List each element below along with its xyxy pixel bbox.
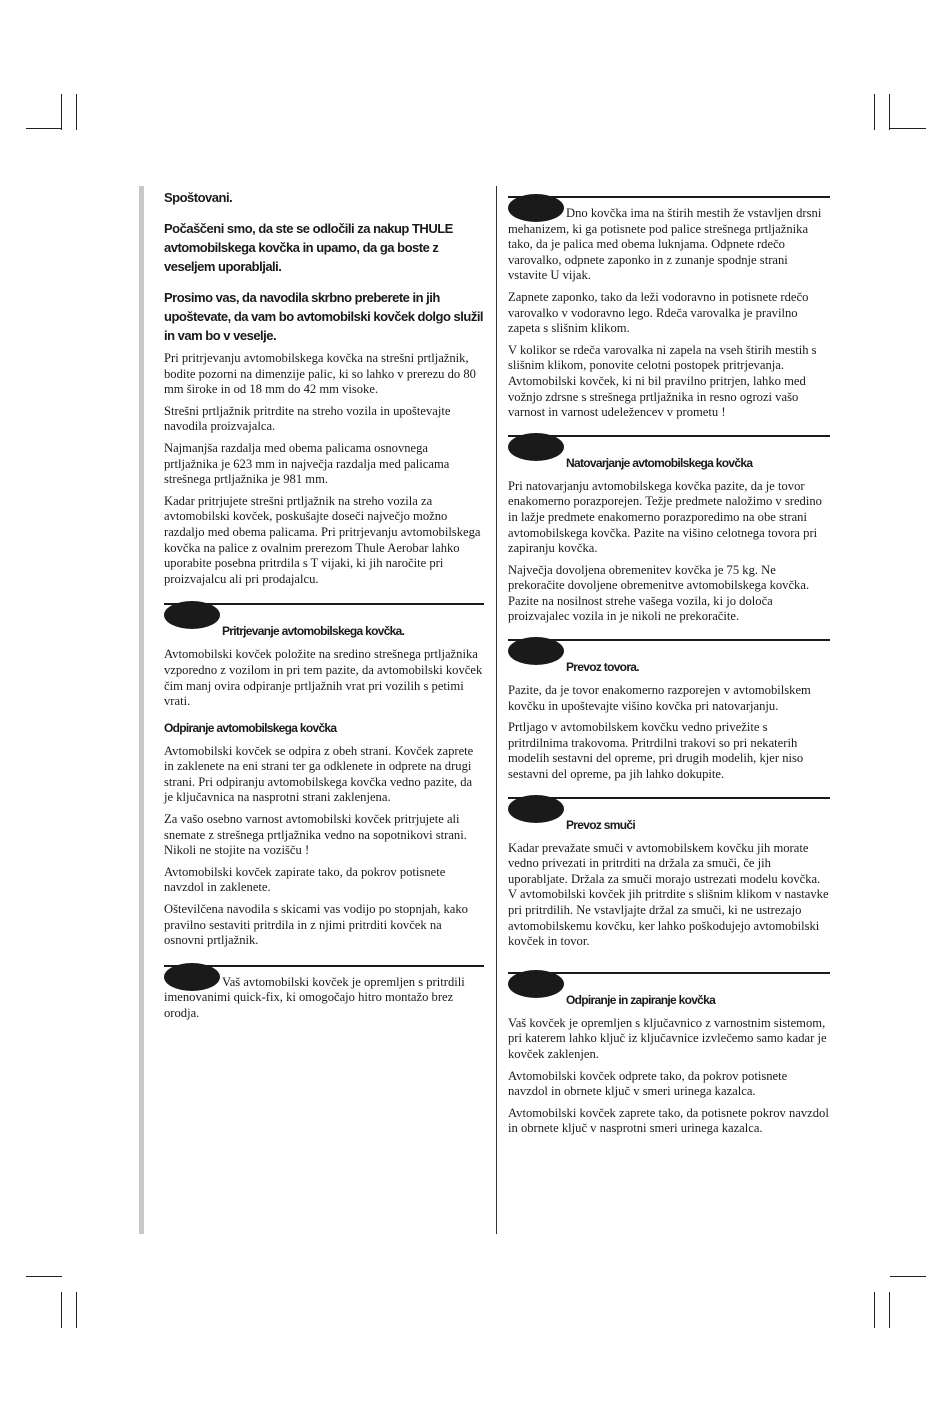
- section-lock: [508, 972, 830, 1137]
- crop-mark: [76, 1292, 77, 1328]
- section-bottom-mechanism: [508, 196, 830, 421]
- paragraph: Avtomobilski kovček odprete tako, da pokrov potisnete navzdol in obrnete ključ v smeri urinega kazalca.: [508, 1068, 788, 1099]
- section-title: Prevoz smuči: [566, 817, 635, 832]
- crop-mark: [889, 94, 890, 130]
- paragraph: Avtomobilski kovček položite na sredino strešnega prtljažnika vzporedno z vozilom in pri tem pazite, da avtomobilski kovček čim manj ovira odpiranje prtljažnih vrat pri vozilih s petimi vrati.: [164, 647, 483, 709]
- crop-mark: [26, 1276, 62, 1277]
- crop-mark: [26, 128, 62, 129]
- section-number-badge: [508, 970, 564, 998]
- paragraph: Za vašo osebno varnost avtomobilski kovček pritrjujete ali snemate z strešnega prtljažnika vedno na sopotnikovi strani. Nikoli ne stojite na vozišču !: [164, 812, 467, 858]
- right-column: [508, 196, 830, 1143]
- crop-mark: [889, 1292, 890, 1328]
- left-column: [164, 188, 484, 1028]
- crop-mark: [874, 94, 875, 130]
- section-title: Natovarjanje avtomobilskega kovčka: [566, 455, 753, 470]
- paragraph: Avtomobilski kovček se odpira z obeh strani. Kovček zaprete in zaklenete na eni strani ter ga odklenete in odprete na drugi strani. Pri odpiranju avtomobilskega kovčka vedno pazite, da je ključavnica na nasprotni strani zaklenjena.: [164, 743, 474, 805]
- paragraph: Avtomobilski kovček zapirate tako, da pokrov potisnete navzdol in zaklenete.: [164, 864, 446, 895]
- section-number-badge: [508, 433, 564, 461]
- greeting: Spoštovani.: [164, 190, 233, 205]
- paragraph: Kadar prevažate smuči v avtomobilskem kovčku jih morate vedno privezati in pritrditi na držala za smuči, če jih uporabljate. Držala za smuči morajo ustrezati modelu kovčka. V avtomobilski kovček jih pritrdite s slišnim klikom v nastavke pri pritrdilih. Ne vstavljajte držal za smuči, ki ne ustrezajo avtomobilskemu kovčku, ker lahko poškodujejo avtomobilski kovček in tovor.: [508, 840, 829, 949]
- section-number-badge: [508, 194, 564, 222]
- crop-mark: [76, 94, 77, 130]
- crop-mark: [61, 1292, 62, 1328]
- section-number-badge: [508, 795, 564, 823]
- paragraph: Vaš avtomobilski kovček je opremljen s pritrdili imenovanimi quick-fix, ki omogočajo hitro montažo brez orodja.: [164, 974, 465, 1020]
- intro-heading-2: Prosimo vas, da navodila skrbno preberete in jih upoštevate, da vam bo avtomobilski kovček dolgo služil in vam bo v veselje.: [164, 290, 484, 343]
- left-gutter-bar: [139, 186, 144, 1234]
- section-title: Odpiranje in zapiranje kovčka: [566, 992, 716, 1007]
- paragraph: Dno kovčka ima na štirih mestih že vstavljen drsni mehanizem, ki ga potisnete pod palice strešnega prtljažnika tako, da je palica med obema luknjama. Odpnete rdečo varovalko, odpnete zaponko in z zunanje spodnje strani vstavite U vijak.: [508, 206, 822, 283]
- section-quickfix: [164, 965, 484, 1022]
- section-number-badge: [164, 601, 220, 629]
- paragraph: Vaš kovček je opremljen s ključavnico z varnostnim sistemom, pri katerem lahko ključ iz ključavnice izvlečemo samo kadar je kovček zaklenjen.: [508, 1015, 827, 1061]
- section-skis: [508, 797, 830, 950]
- section-mounting: [164, 603, 484, 949]
- section-rule: [508, 797, 830, 799]
- crop-mark: [61, 94, 62, 130]
- section-number-badge: [508, 637, 564, 665]
- paragraph: Prtljago v avtomobilskem kovčku vedno privežite s pritrdilnima trakovoma. Pritrdilni trakovi so pri nekaterih modelih sestavni del opreme, pri drugih modelih, kjer niso sestavni del opreme, pa jih lahko dokupite.: [508, 720, 804, 782]
- section-loading: [508, 435, 830, 625]
- paragraph: Avtomobilski kovček zaprete tako, da potisnete pokrov navzdol in obrnete ključ v nasprotni smeri urinega kazalca.: [508, 1105, 829, 1136]
- column-divider: [496, 186, 497, 1234]
- intro-heading-1: Počaščeni smo, da ste se odločili za nakup THULE avtomobilskega kovčka in upamo, da ga boste z veseljem uporabljali.: [164, 221, 453, 274]
- crop-mark: [890, 1276, 926, 1277]
- paragraph: V kolikor se rdeča varovalka ni zapela na vseh štirih mestih s slišnim klikom, ponovite celotni postopek pritrjevanja. Avtomobilski kovček, ki ni bil pravilno pritrjen, lahko med vožnjo zdrsne s strešnega prtljažnika in resno ogrozi vašo varnost in varnost udeležencev v prometu !: [508, 342, 817, 420]
- paragraph: Kadar pritrjujete strešni prtljažnik na streho vozila za avtomobilski kovček, poskušajte doseči največjo možno razdaljo med obema palicama. Pri pritrjevanju avtomobilskega kovčka na palice z ovalnim prerezom Thule Aerobar lahko uporabite posebna pritrdila s T vijaki, ki jih naročite pri proizvajalcu ali pri prodajalcu.: [164, 493, 481, 586]
- crop-mark: [890, 128, 926, 129]
- paragraph: Zapnete zaponko, tako da leži vodoravno in potisnete rdečo varovalko v vodoravno lego. Rdeča varovalka je pravilno zapeta s slišnim klikom.: [508, 289, 809, 336]
- section-number-badge: [164, 963, 220, 991]
- section-title: Prevoz tovora.: [566, 660, 639, 675]
- paragraph: Oštevilčena navodila s skicami vas vodijo po stopnjah, kako pravilno sestaviti pritrdila in z njimi pritrditi kovček na osnovni prtljažnik.: [164, 902, 468, 948]
- paragraph: Pri pritrjevanju avtomobilskega kovčka na strešni prtljažnik, bodite pozorni na dimenzije palic, ki so lahko v prerezu do 80 mm široke in od 18 mm do 42 mm visoke.: [164, 351, 476, 397]
- crop-mark: [874, 1292, 875, 1328]
- paragraph: Pazite, da je tovor enakomerno razporejen v avtomobilskem kovčku in upoštevajte višino kovčka pri natovarjanju.: [508, 683, 811, 713]
- subheading: Odpiranje avtomobilskega kovčka: [164, 720, 337, 735]
- paragraph: Najmanjša razdalja med obema palicama osnovnega prtljažnika je 623 mm in največja razdalja med palicama strešnega prtljažnika je 981 mm.: [164, 440, 450, 487]
- paragraph: Pri natovarjanju avtomobilskega kovčka pazite, da je tovor enakomerno porazporejen. Težje predmete naložimo v sredino in lažje predmete enakomerno porazporedimo na obe strani avtomobilskega kovčka. Pazite na višino celotnega tovora pri zapiranju kovčka.: [508, 478, 822, 556]
- paragraph: Strešni prtljažnik pritrdite na streho vozila in upoštevajte navodila proizvajalca.: [164, 403, 451, 434]
- section-title: Pritrjevanje avtomobilskega kovčka.: [222, 624, 405, 639]
- paragraph: Največja dovoljena obremenitev kovčka je 75 kg. Ne prekoračite dovoljene obremenitve avtomobilskega kovčka. Pazite na nosilnost strehe vašega vozila, ki jo določa proizvajalec vozila in je nikoli ne prekoračite.: [508, 562, 810, 624]
- section-transport: [508, 639, 830, 783]
